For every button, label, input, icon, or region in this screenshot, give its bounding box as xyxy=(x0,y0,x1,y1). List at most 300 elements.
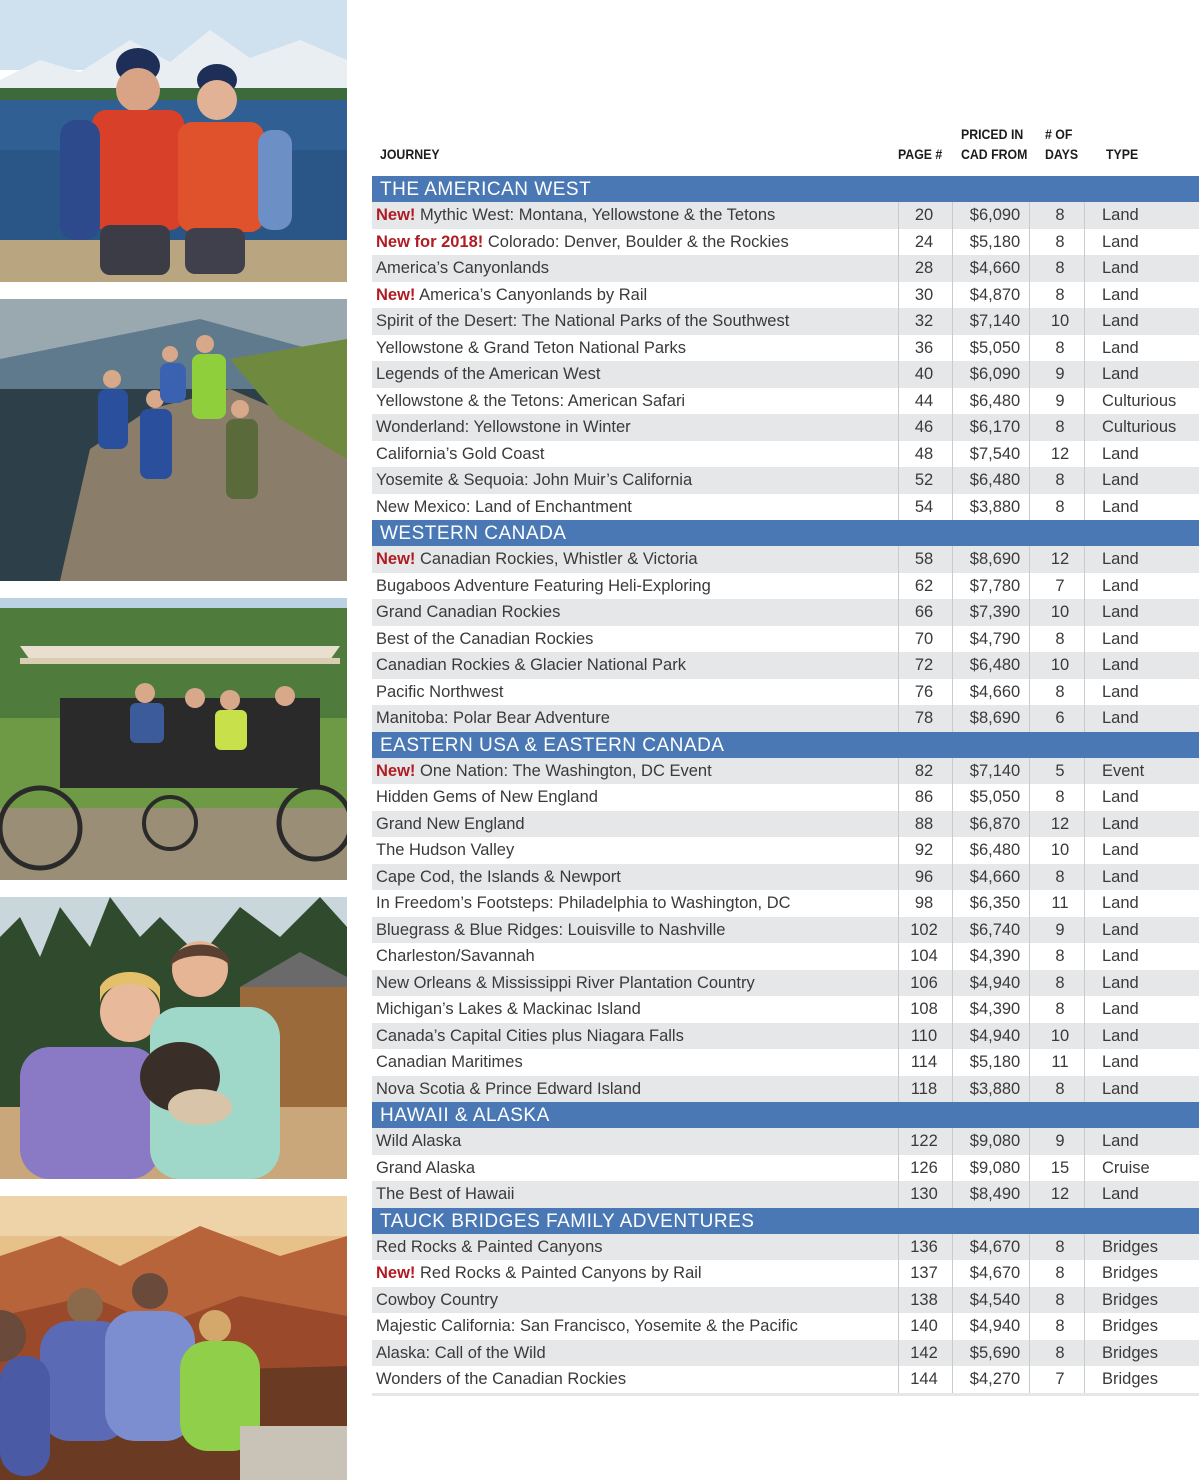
price-cell: $6,480 xyxy=(969,391,1021,410)
column-divider xyxy=(1084,1128,1085,1155)
days-cell: 9 xyxy=(1055,920,1065,939)
days-cell: 8 xyxy=(1055,232,1065,251)
page-cell: 106 xyxy=(910,973,938,992)
type-cell: Land xyxy=(1102,920,1139,939)
type-cell: Land xyxy=(1102,682,1139,701)
column-divider xyxy=(1029,335,1030,362)
journey-cell xyxy=(376,1313,798,1340)
type-cell: Bridges xyxy=(1102,1290,1158,1309)
page-cell: 126 xyxy=(910,1158,938,1177)
days-cell: 7 xyxy=(1055,576,1065,595)
type-cell: Culturious xyxy=(1102,418,1177,436)
journey-name: America’s Canyonlands xyxy=(376,259,550,277)
journey-cell xyxy=(376,758,712,785)
page-cell: 96 xyxy=(914,867,934,886)
column-divider xyxy=(1029,229,1030,256)
page-cell: 108 xyxy=(910,1000,938,1018)
column-divider xyxy=(1029,1313,1030,1340)
journey-name: Yellowstone & the Tetons: American Safari xyxy=(376,391,686,410)
column-divider xyxy=(952,917,953,944)
price-cell: $7,140 xyxy=(969,761,1021,780)
section-title: EASTERN USA & EASTERN CANADA xyxy=(372,732,1199,758)
price-cell: $7,140 xyxy=(969,312,1021,330)
journey-cell xyxy=(376,626,593,653)
column-divider xyxy=(1029,546,1030,573)
column-divider xyxy=(1084,784,1085,811)
journey-name: Grand New England xyxy=(376,814,525,833)
price-cell: $4,670 xyxy=(969,1237,1021,1256)
column-divider xyxy=(952,679,953,706)
column-divider xyxy=(1084,546,1085,573)
price-cell: $7,540 xyxy=(969,444,1021,463)
page-cell: 24 xyxy=(914,232,934,251)
page-cell: 30 xyxy=(914,285,934,304)
days-cell: 10 xyxy=(1050,841,1070,859)
journey-name: Cowboy Country xyxy=(376,1290,498,1309)
days-cell: 9 xyxy=(1055,365,1065,383)
column-divider xyxy=(1029,837,1030,864)
column-divider xyxy=(1084,943,1085,970)
table-row xyxy=(372,652,1199,679)
table-row xyxy=(372,970,1199,997)
journey-name: Majestic California: San Francisco, Yosemite & the Pacific xyxy=(376,1317,798,1335)
journey-name: Wonders of the Canadian Rockies xyxy=(376,1370,627,1388)
price-cell: $8,690 xyxy=(969,550,1021,568)
column-divider xyxy=(952,1313,953,1340)
column-divider xyxy=(952,308,953,335)
type-cell: Land xyxy=(1102,285,1139,304)
journey-cell xyxy=(376,1234,603,1261)
page-cell: 138 xyxy=(910,1290,938,1309)
table-row xyxy=(372,864,1199,891)
column-divider xyxy=(1029,441,1030,468)
journey-cell xyxy=(376,1181,514,1208)
days-cell: 8 xyxy=(1055,1079,1065,1098)
journey-name: Yellowstone & Grand Teton National Parks xyxy=(376,338,687,357)
journey-cell xyxy=(376,1287,498,1314)
days-cell: 8 xyxy=(1055,1290,1065,1309)
price-cell: $4,940 xyxy=(969,1026,1021,1045)
column-divider xyxy=(1029,626,1030,653)
journey-name: Alaska: Call of the Wild xyxy=(376,1343,546,1362)
column-divider xyxy=(1084,202,1085,229)
page-cell: 72 xyxy=(914,656,934,674)
journey-name: Canadian Rockies & Glacier National Park xyxy=(376,656,686,674)
column-divider xyxy=(1029,494,1030,521)
days-cell: 10 xyxy=(1050,656,1070,674)
type-cell: Bridges xyxy=(1102,1317,1158,1335)
column-divider xyxy=(952,599,953,626)
new-tag: New! xyxy=(376,1264,416,1282)
days-cell: 8 xyxy=(1055,1343,1065,1362)
type-cell: Cruise xyxy=(1102,1158,1150,1177)
column-divider xyxy=(1029,388,1030,415)
column-divider xyxy=(1084,1340,1085,1367)
type-cell: Bridges xyxy=(1102,1264,1158,1282)
journey-name: The Best of Hawaii xyxy=(376,1185,515,1203)
price-cell: $4,670 xyxy=(969,1264,1021,1282)
days-cell: 8 xyxy=(1055,206,1065,224)
journey-cell xyxy=(376,890,791,917)
type-cell: Land xyxy=(1102,788,1139,806)
journey-cell xyxy=(376,335,686,362)
price-cell: $4,270 xyxy=(969,1370,1021,1388)
price-cell: $6,090 xyxy=(969,206,1021,224)
price-cell: $4,390 xyxy=(969,1000,1021,1018)
table-row xyxy=(372,308,1199,335)
journey-name: Charleston/Savannah xyxy=(376,947,535,965)
journey-name: One Nation: The Washington, DC Event xyxy=(420,761,712,780)
column-divider xyxy=(952,1287,953,1314)
price-cell: $6,350 xyxy=(969,894,1021,912)
days-cell: 12 xyxy=(1050,1185,1070,1203)
header-days-line2: DAYS xyxy=(1045,146,1079,162)
table-row xyxy=(372,467,1199,494)
price-cell: $8,490 xyxy=(969,1185,1021,1203)
column-divider xyxy=(1029,1287,1030,1314)
price-cell: $3,880 xyxy=(969,497,1021,516)
price-cell: $9,080 xyxy=(969,1132,1021,1150)
journey-cell xyxy=(376,943,535,970)
column-divider xyxy=(952,1049,953,1076)
header-days xyxy=(1045,124,1078,164)
column-divider xyxy=(1084,705,1085,732)
type-cell: Land xyxy=(1102,894,1139,912)
journey-cell xyxy=(376,255,549,282)
column-divider xyxy=(952,811,953,838)
table-row xyxy=(372,679,1199,706)
table-row xyxy=(372,1313,1199,1340)
photo-carriage xyxy=(0,598,347,880)
table-row xyxy=(372,996,1199,1023)
table-row xyxy=(372,599,1199,626)
days-cell: 8 xyxy=(1055,471,1065,489)
column-divider xyxy=(1084,1076,1085,1103)
type-cell: Land xyxy=(1102,471,1139,489)
table-row xyxy=(372,1366,1199,1393)
column-divider xyxy=(1084,652,1085,679)
type-cell: Land xyxy=(1102,338,1139,357)
price-cell: $4,940 xyxy=(969,1317,1021,1335)
journey-name: Yosemite & Sequoia: John Muir’s California xyxy=(376,471,693,489)
page-cell: 54 xyxy=(914,497,934,516)
journey-cell xyxy=(376,1023,684,1050)
table-row xyxy=(372,494,1199,521)
journey-cell xyxy=(376,441,544,468)
page-cell: 122 xyxy=(910,1132,938,1150)
price-cell: $4,660 xyxy=(969,867,1021,886)
days-cell: 8 xyxy=(1055,418,1065,436)
page-cell: 66 xyxy=(914,603,934,621)
column-divider xyxy=(952,1181,953,1208)
new-tag: New for 2018! xyxy=(376,232,484,251)
type-cell: Land xyxy=(1102,1053,1139,1071)
table-row xyxy=(372,890,1199,917)
type-cell: Land xyxy=(1102,867,1139,886)
column-divider xyxy=(952,943,953,970)
price-cell: $6,480 xyxy=(969,471,1021,489)
column-divider xyxy=(1084,494,1085,521)
photo-family-canyon xyxy=(0,1196,347,1480)
column-divider xyxy=(1029,202,1030,229)
journey-table xyxy=(372,120,1199,1396)
page-cell: 118 xyxy=(910,1079,938,1098)
table-row xyxy=(372,202,1199,229)
type-cell: Land xyxy=(1102,947,1139,965)
table-row xyxy=(372,1234,1199,1261)
journey-name: New Orleans & Mississippi River Plantation Country xyxy=(376,973,755,992)
price-cell: $7,390 xyxy=(969,603,1021,621)
type-cell: Land xyxy=(1102,656,1139,674)
journey-name: Wonderland: Yellowstone in Winter xyxy=(376,418,631,436)
type-cell: Land xyxy=(1102,497,1139,516)
column-divider xyxy=(1029,917,1030,944)
price-cell: $4,870 xyxy=(969,285,1021,304)
journey-name: Grand Canadian Rockies xyxy=(376,603,561,621)
days-cell: 10 xyxy=(1050,603,1070,621)
column-divider xyxy=(952,1155,953,1182)
journey-name: Canada’s Capital Cities plus Niagara Falls xyxy=(376,1026,684,1045)
journey-name: Bugaboos Adventure Featuring Heli-Exploring xyxy=(376,576,711,595)
page-cell: 40 xyxy=(914,365,934,383)
section-title: THE AMERICAN WEST xyxy=(372,176,1199,202)
table-row xyxy=(372,441,1199,468)
page-cell: 52 xyxy=(914,471,934,489)
table-header xyxy=(372,120,1199,176)
type-cell: Bridges xyxy=(1102,1343,1158,1362)
journey-cell xyxy=(376,1049,523,1076)
page-cell: 86 xyxy=(914,788,934,806)
column-divider xyxy=(1029,1181,1030,1208)
type-cell: Bridges xyxy=(1102,1370,1158,1388)
journey-cell xyxy=(376,229,789,256)
table-row xyxy=(372,1049,1199,1076)
column-divider xyxy=(1084,229,1085,256)
page-cell: 70 xyxy=(914,629,934,648)
column-divider xyxy=(952,1234,953,1261)
journey-name: Canadian Rockies, Whistler & Victoria xyxy=(420,550,698,568)
header-price-line2: CAD FROM xyxy=(961,146,1028,162)
days-cell: 8 xyxy=(1055,1000,1065,1018)
price-cell: $4,390 xyxy=(969,947,1021,965)
days-cell: 12 xyxy=(1050,550,1070,568)
days-cell: 8 xyxy=(1055,1317,1065,1335)
table-row xyxy=(372,943,1199,970)
journey-cell xyxy=(376,917,725,944)
days-cell: 6 xyxy=(1055,709,1065,727)
header-days-line1: # OF xyxy=(1045,126,1073,142)
column-divider xyxy=(1084,1023,1085,1050)
type-cell: Land xyxy=(1102,814,1139,833)
page-cell: 58 xyxy=(914,550,934,568)
journey-cell xyxy=(376,970,755,997)
table-bottom-edge xyxy=(372,1393,1199,1396)
table-row xyxy=(372,811,1199,838)
table-row xyxy=(372,1340,1199,1367)
journey-cell xyxy=(376,784,598,811)
column-divider xyxy=(952,996,953,1023)
table-row xyxy=(372,1128,1199,1155)
column-divider xyxy=(952,784,953,811)
price-cell: $3,880 xyxy=(969,1079,1021,1098)
days-cell: 8 xyxy=(1055,947,1065,965)
days-cell: 7 xyxy=(1055,1370,1065,1388)
days-cell: 15 xyxy=(1050,1158,1070,1177)
column-divider xyxy=(952,388,953,415)
type-cell: Land xyxy=(1102,1000,1139,1018)
journey-name: Bluegrass & Blue Ridges: Louisville to Nashville xyxy=(376,920,726,939)
column-divider xyxy=(1029,255,1030,282)
journey-cell xyxy=(376,1128,461,1155)
journey-name: Canadian Maritimes xyxy=(376,1053,523,1071)
column-divider xyxy=(1084,917,1085,944)
price-cell: $9,080 xyxy=(969,1158,1021,1177)
journey-name: Spirit of the Desert: The National Parks of the Southwest xyxy=(376,312,790,330)
days-cell: 8 xyxy=(1055,788,1065,806)
price-cell: $4,660 xyxy=(969,259,1021,277)
page-cell: 142 xyxy=(910,1343,938,1362)
table-row xyxy=(372,335,1199,362)
column-divider xyxy=(1029,573,1030,600)
column-divider xyxy=(952,864,953,891)
new-tag: New! xyxy=(376,206,416,224)
table-row xyxy=(372,917,1199,944)
section-title: HAWAII & ALASKA xyxy=(372,1102,1199,1128)
journey-cell xyxy=(376,811,525,838)
column-divider xyxy=(1084,441,1085,468)
journey-name: Pacific Northwest xyxy=(376,682,504,701)
table-row xyxy=(372,626,1199,653)
column-divider xyxy=(1029,970,1030,997)
days-cell: 9 xyxy=(1055,391,1065,410)
column-divider xyxy=(1084,1049,1085,1076)
column-divider xyxy=(952,652,953,679)
photo-hikers-rocks xyxy=(0,299,347,581)
column-divider xyxy=(952,202,953,229)
journey-name: Mythic West: Montana, Yellowstone & the Tetons xyxy=(420,206,776,224)
page-cell: 76 xyxy=(914,682,934,701)
page-cell: 130 xyxy=(910,1185,938,1203)
journey-cell xyxy=(376,573,711,600)
column-divider xyxy=(952,1366,953,1393)
price-cell: $4,540 xyxy=(969,1290,1021,1309)
column-divider xyxy=(952,837,953,864)
column-divider xyxy=(1084,1181,1085,1208)
days-cell: 8 xyxy=(1055,497,1065,516)
column-divider xyxy=(1084,414,1085,441)
table-row xyxy=(372,1260,1199,1287)
page-cell: 92 xyxy=(914,841,934,859)
page-cell: 62 xyxy=(914,576,934,595)
journey-name: The Hudson Valley xyxy=(376,841,515,859)
page-cell: 88 xyxy=(914,814,934,833)
journey-cell xyxy=(376,202,775,229)
journey-cell xyxy=(376,1155,475,1182)
journey-name: America’s Canyonlands by Rail xyxy=(419,285,648,304)
type-cell: Land xyxy=(1102,576,1139,595)
price-cell: $6,870 xyxy=(969,814,1021,833)
column-divider xyxy=(952,1076,953,1103)
column-divider xyxy=(1084,1234,1085,1261)
price-cell: $6,480 xyxy=(969,841,1021,859)
page-cell: 144 xyxy=(910,1370,938,1388)
column-divider xyxy=(1084,1260,1085,1287)
page-cell: 44 xyxy=(914,391,934,410)
type-cell: Land xyxy=(1102,1026,1139,1045)
column-divider xyxy=(1084,255,1085,282)
journey-cell xyxy=(376,996,641,1023)
journey-name: Legends of the American West xyxy=(376,365,601,383)
days-cell: 8 xyxy=(1055,973,1065,992)
header-journey: JOURNEY xyxy=(380,146,440,162)
journey-cell xyxy=(376,837,514,864)
table-row xyxy=(372,784,1199,811)
journey-cell xyxy=(376,864,621,891)
new-tag: New! xyxy=(376,761,416,780)
table-row xyxy=(372,1287,1199,1314)
days-cell: 10 xyxy=(1050,1026,1070,1045)
page-cell: 48 xyxy=(914,444,934,463)
journey-name: Colorado: Denver, Boulder & the Rockies xyxy=(487,232,789,251)
column-divider xyxy=(952,1340,953,1367)
column-divider xyxy=(1084,1366,1085,1393)
price-cell: $6,090 xyxy=(969,365,1021,383)
table-row xyxy=(372,573,1199,600)
days-cell: 8 xyxy=(1055,1237,1065,1256)
table-row xyxy=(372,546,1199,573)
column-divider xyxy=(1084,335,1085,362)
journey-cell xyxy=(376,1260,702,1287)
page-cell: 46 xyxy=(914,418,934,436)
page-cell: 137 xyxy=(910,1264,938,1282)
price-cell: $8,690 xyxy=(969,709,1021,727)
column-divider xyxy=(1029,1128,1030,1155)
header-page: PAGE # xyxy=(898,146,943,162)
type-cell: Land xyxy=(1102,709,1139,727)
column-divider xyxy=(1084,890,1085,917)
price-cell: $4,790 xyxy=(969,629,1021,648)
column-divider xyxy=(952,1260,953,1287)
price-cell: $6,480 xyxy=(969,656,1021,674)
table-row xyxy=(372,414,1199,441)
column-divider xyxy=(1029,1049,1030,1076)
column-divider xyxy=(952,467,953,494)
column-divider xyxy=(1084,1155,1085,1182)
type-cell: Culturious xyxy=(1102,391,1177,410)
column-divider xyxy=(1029,679,1030,706)
column-divider xyxy=(952,1023,953,1050)
price-cell: $4,940 xyxy=(969,973,1021,992)
column-divider xyxy=(952,414,953,441)
column-divider xyxy=(1029,996,1030,1023)
column-divider xyxy=(1029,890,1030,917)
page-cell: 78 xyxy=(914,709,934,727)
column-divider xyxy=(1084,361,1085,388)
photo-column xyxy=(0,0,347,1480)
page-cell: 110 xyxy=(910,1026,938,1045)
table-row xyxy=(372,758,1199,785)
column-divider xyxy=(952,282,953,309)
journey-cell xyxy=(376,414,631,441)
journey-name: Nova Scotia & Prince Edward Island xyxy=(376,1079,642,1098)
column-divider xyxy=(952,335,953,362)
page-cell: 136 xyxy=(910,1237,938,1256)
journey-name: Grand Alaska xyxy=(376,1158,476,1177)
column-divider xyxy=(1029,652,1030,679)
type-cell: Land xyxy=(1102,365,1139,383)
page-cell: 32 xyxy=(914,312,934,330)
table-row xyxy=(372,255,1199,282)
